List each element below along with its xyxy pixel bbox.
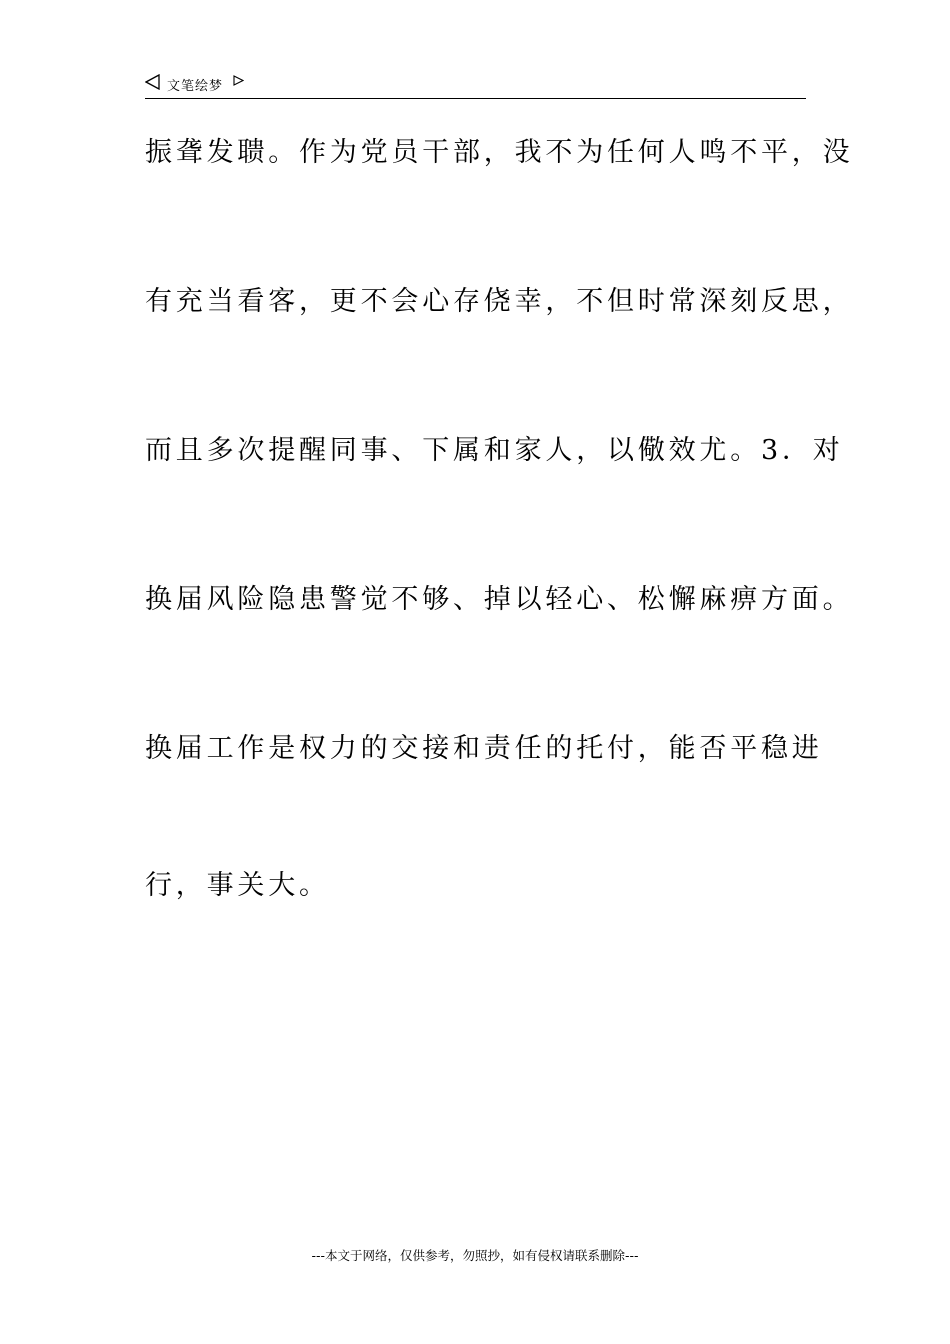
body-text-line: 换届工作是权力的交接和责任的托付，能否平稳进 [145,733,823,764]
triangle-right-outline-icon [233,75,244,86]
page-footer-disclaimer: ---本文于网络，仅供参考，勿照抄，如有侵权请联系删除--- [311,1248,639,1263]
body-text-line: 而且多次提醒同事、下属和家人，以儆效尤。3．对 [145,435,844,466]
header-title: 文笔绘梦 [167,79,224,94]
body-text-line: 振聋发聩。作为党员干部，我不为任何人鸣不平，没 [145,137,854,168]
body-text-line: 有充当看客，更不会心存侥幸，不但时常深刻反思， [145,286,854,317]
triangle-left-outline-icon [145,74,161,90]
body-text-line: 行，事关大。 [145,870,330,901]
page-header [145,72,806,99]
body-text-line: 换届风险隐患警觉不够、掉以轻心、松懈麻痹方面。 [145,584,854,615]
